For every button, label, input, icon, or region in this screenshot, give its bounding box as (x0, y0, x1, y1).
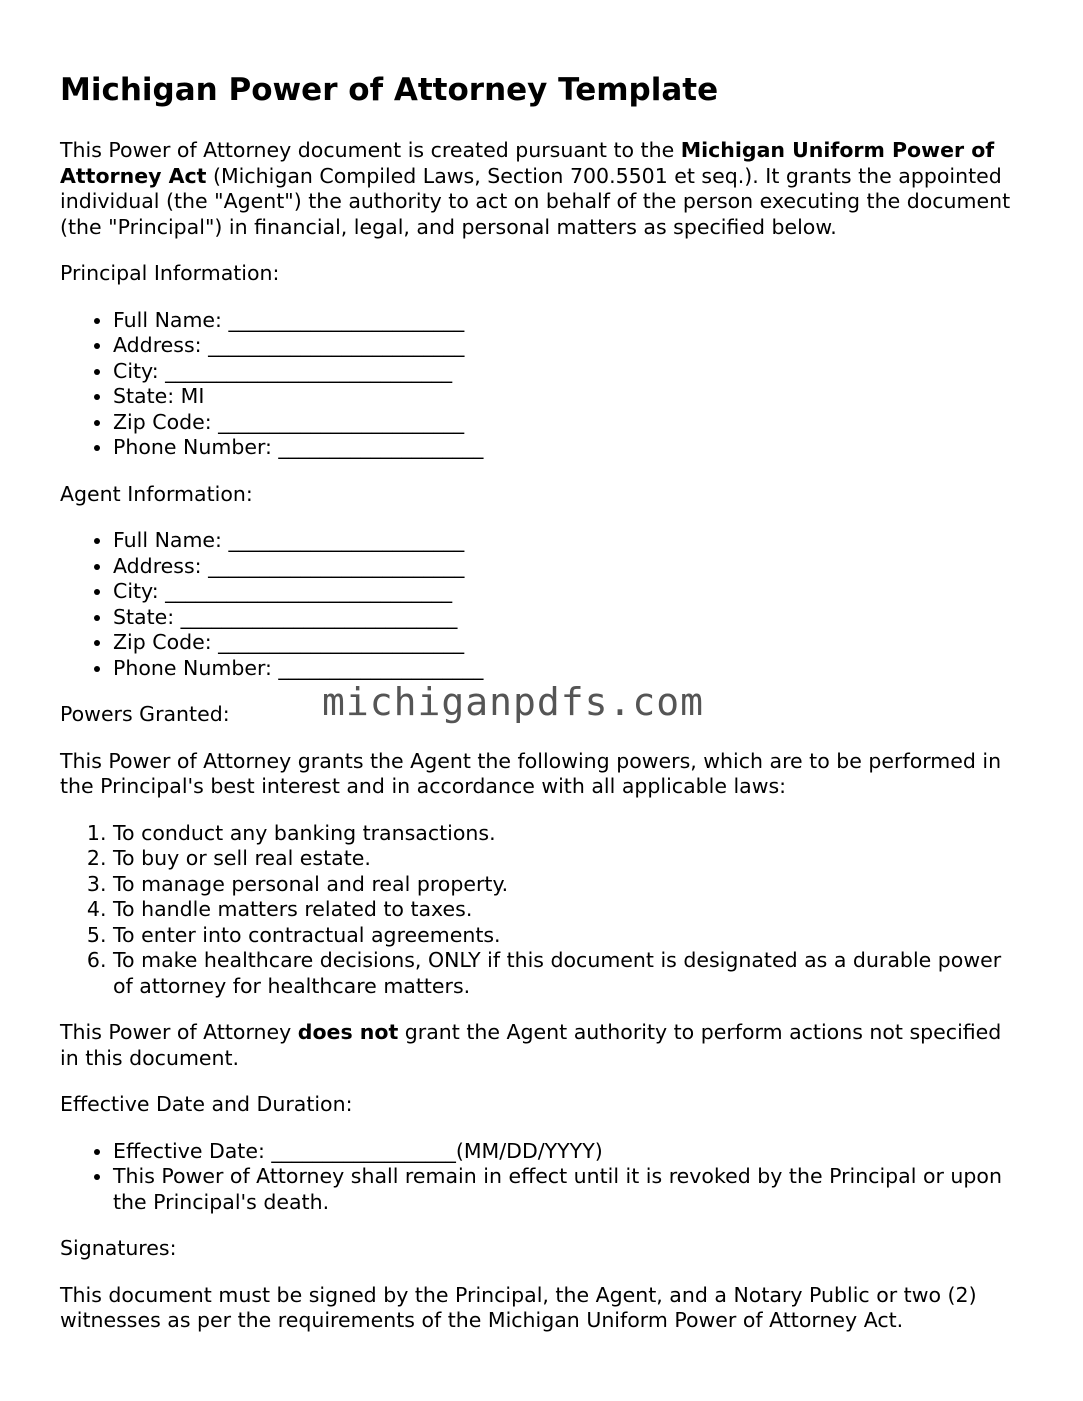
agent-city-field: • City: ____________________________ (113, 579, 1025, 605)
limitation-emphasis: does not (297, 1020, 399, 1044)
principal-zip-field: • Zip Code: ________________________ (113, 410, 1025, 436)
agent-fields-list (60, 528, 1025, 681)
agent-address-field: • Address: _________________________ (113, 554, 1025, 580)
principal-full-name-field: • Full Name: _______________________ (113, 308, 1025, 334)
power-item: 3. To manage personal and real property. (113, 872, 1025, 898)
powers-heading: Powers Granted: (60, 702, 230, 726)
agent-zip-field: • Zip Code: ________________________ (113, 630, 1025, 656)
duration-item: • This Power of Attorney shall remain in effect until it is revoked by the Principal or upon the Principal's death. (113, 1164, 1025, 1215)
power-item: 2. To buy or sell real estate. (113, 846, 1025, 872)
principal-heading: Principal Information: (60, 261, 280, 285)
intro-text-1: This Power of Attorney document is created pursuant to the (60, 138, 681, 162)
principal-fields-list (60, 308, 1025, 461)
watermark: michiganpdfs.com (322, 680, 705, 724)
limitation-text-1: This Power of Attorney (60, 1020, 298, 1044)
principal-state-field: • State: MI (113, 384, 1025, 410)
principal-phone-field: • Phone Number: ____________________ (113, 435, 1025, 461)
powers-intro: This Power of Attorney grants the Agent the following powers, which are to be performed in the Principal's best interest and in accordance with all applicable laws: (60, 748, 1002, 798)
act-name: Michigan Uniform Power of Attorney Act (60, 138, 995, 188)
agent-full-name-field: • Full Name: _______________________ (113, 528, 1025, 554)
power-item: 5. To enter into contractual agreements. (113, 923, 1025, 949)
document-title: Michigan Power of Attorney Template (60, 72, 719, 108)
intro-text-2: (Michigan Compiled Laws, Section 700.5501 et seq.). It grants the appointed individual (the "Agent") the authority to act on behalf of the person executing the document (the "Principal") in financial, legal, and personal matters as specified below. (60, 163, 1011, 239)
powers-list (60, 821, 1025, 1000)
agent-state-field: • State: ___________________________ (113, 605, 1025, 631)
power-item: 6. To make healthcare decisions, ONLY if this document is designated as a durable power of attorney for healthcare matters. (113, 948, 1025, 999)
principal-city-field: • City: ____________________________ (113, 359, 1025, 385)
effective-list (60, 1139, 1025, 1216)
powers-limitation (60, 1020, 1025, 1071)
agent-phone-field: • Phone Number: ____________________ (113, 656, 1025, 682)
power-item: 1. To conduct any banking transactions. (113, 821, 1025, 847)
intro-paragraph (60, 138, 1025, 240)
agent-heading: Agent Information: (60, 481, 253, 506)
effective-date-field: • Effective Date: __________________(MM/DD/YYYY) (113, 1139, 1025, 1165)
power-item: 4. To handle matters related to taxes. (113, 897, 1025, 923)
signatures-heading: Signatures: (60, 1236, 177, 1260)
limitation-text-2: grant the Agent authority to perform actions not specified in this document. (60, 1020, 1002, 1070)
effective-heading: Effective Date and Duration: (60, 1092, 353, 1116)
principal-address-field: • Address: _________________________ (113, 333, 1025, 359)
signatures-text: This document must be signed by the Principal, the Agent, and a Notary Public or two (2) witnesses as per the requirements of the Michigan Uniform Power of Attorney Act. (60, 1282, 977, 1332)
